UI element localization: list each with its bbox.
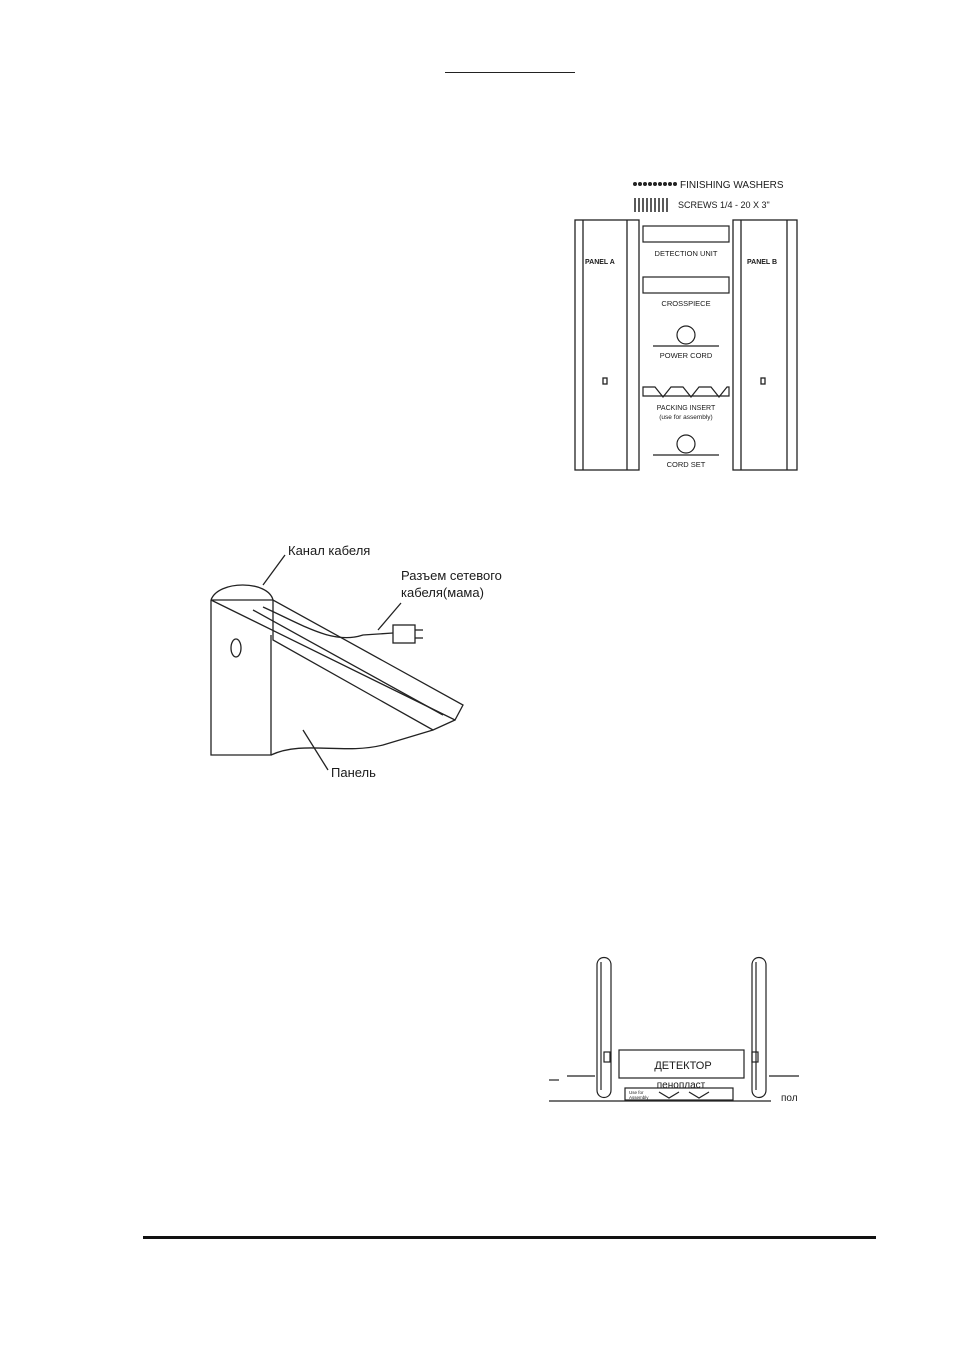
- use-for-assembly-line1: Use for: [629, 1090, 644, 1095]
- parts-figure: [555, 163, 815, 491]
- left-panel: [597, 958, 611, 1098]
- foam-label: пенопласт: [656, 1080, 706, 1091]
- leader-panel: [303, 730, 328, 770]
- detection-unit-label: DETECTION UNIT: [654, 249, 718, 258]
- beam-side: [273, 600, 455, 730]
- washers-icon: [633, 182, 677, 186]
- screws-icon: [635, 198, 667, 212]
- panel-a: [575, 220, 639, 470]
- detection-unit-box: [643, 226, 729, 242]
- parts-drawing: [555, 163, 815, 491]
- panel-b-label: PANEL B: [747, 259, 778, 266]
- panel-a-label: PANEL A: [585, 259, 615, 266]
- cord-set-label: CORD SET: [666, 460, 706, 469]
- crosspiece-box: [643, 277, 729, 293]
- screws-label: SCREWS 1/4 - 20 X 3": [678, 200, 770, 210]
- detector-label: ДЕТЕКТОР: [654, 1060, 712, 1072]
- connector-plug: [393, 625, 415, 643]
- packing-insert-note: (use for assembly): [659, 414, 713, 421]
- crosspiece-label: CROSSPIECE: [661, 299, 711, 308]
- panel-hole: [231, 639, 241, 657]
- panel-label: Панель: [331, 765, 376, 780]
- leader-channel: [263, 555, 285, 585]
- connector-label-line2: кабеля(мама): [401, 585, 484, 600]
- use-for-assembly-line2: Assembly: [629, 1095, 649, 1100]
- cable-channel-label: Канал кабеля: [288, 543, 371, 558]
- right-panel: [752, 958, 766, 1098]
- assembly-drawing: [549, 940, 811, 1108]
- panel-front: [211, 600, 271, 755]
- connector-label-line1: Разъем сетевого: [401, 568, 502, 583]
- washers-label: FINISHING WASHERS: [680, 180, 784, 191]
- panel-wave: [271, 730, 433, 755]
- cable-figure: [193, 515, 518, 792]
- power-cord-label: POWER CORD: [659, 351, 713, 360]
- cable-drawing: [193, 515, 518, 792]
- packing-insert-icon: [643, 387, 729, 397]
- power-cord-icon: [653, 326, 719, 346]
- footer-rule: [143, 1236, 876, 1239]
- beam-top: [211, 600, 463, 720]
- floor-label: пол: [781, 1093, 798, 1104]
- panel-b: [733, 220, 797, 470]
- channel-cap: [211, 585, 273, 600]
- packing-insert-label: PACKING INSERT: [656, 405, 716, 412]
- header-rule: [445, 72, 575, 73]
- cable-line: [263, 607, 393, 638]
- leader-connector: [378, 603, 401, 630]
- assembly-figure: [549, 940, 811, 1108]
- cord-set-icon: [653, 435, 719, 455]
